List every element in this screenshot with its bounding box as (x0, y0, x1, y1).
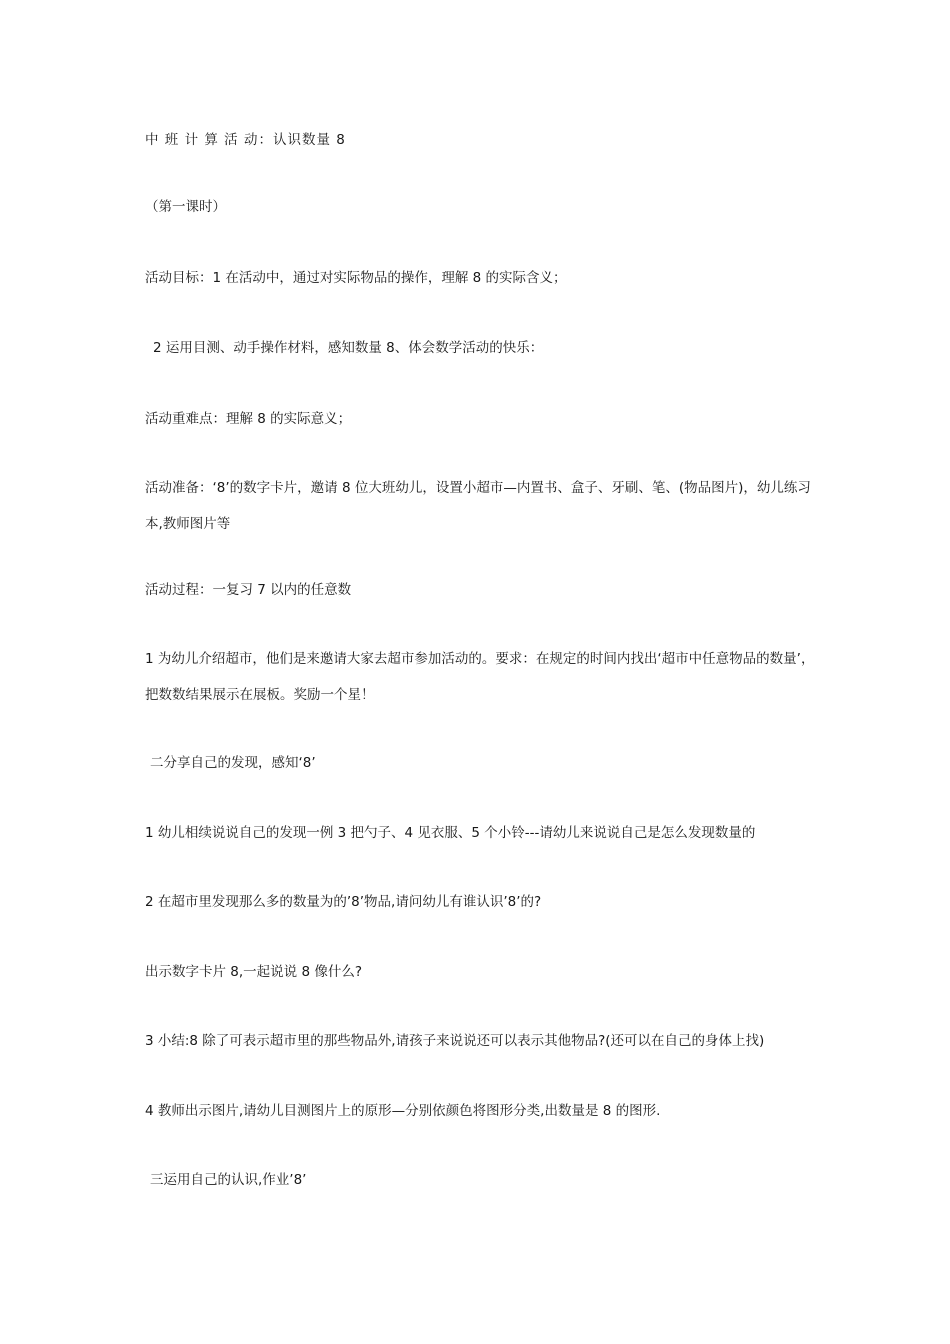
lesson-subtitle: （第一课时） (145, 199, 226, 215)
show-number-card: 出示数字卡片 8,一起说说 8 像什么? (145, 964, 363, 980)
section-2-item-1: 1 幼儿相续说说自己的发现一例 3 把勺子、4 见衣服、5 个小铃---请幼儿来说说自己是怎么发现数量的 (145, 825, 756, 841)
activity-preparation: 活动准备：‘8’的数字卡片，邀请 8 位大班幼儿，设置小超市—内置书、盒子、牙刷、笔、(物品图片)，幼儿练习本,教师图片等 (145, 480, 811, 532)
activity-goal-1: 活动目标：1 在活动中，通过对实际物品的操作，理解 8 的实际含义； (145, 270, 567, 286)
section-2-item-4: 4 教师出示图片,请幼儿目测图片上的原形—分别依颜色将图形分类,出数量是 8 的图形. (145, 1103, 661, 1119)
section-2-heading: 二分享自己的发现，感知‘8’ (150, 755, 316, 771)
key-difficulty: 活动重难点：理解 8 的实际意义； (145, 411, 352, 427)
document-title: 中 班 计 算 活 动：认识数量 8 (145, 132, 346, 148)
activity-goal-2: 2 运用目测、动手操作材料，感知数量 8、体会数学活动的快乐： (153, 340, 544, 356)
section-3-heading: 三运用自己的认识,作业’8’ (150, 1172, 307, 1188)
section-2-item-3: 3 小结:8 除了可表示超市里的那些物品外,请孩子来说说还可以表示其他物品?(还可以在自己的身体上找) (145, 1033, 765, 1049)
activity-process-intro: 活动过程：一复习 7 以内的任意数 (145, 582, 352, 598)
section-2-item-2: 2 在超市里发现那么多的数量为的’8’物品,请问幼儿有谁认识’8’的? (145, 894, 542, 910)
process-step-1: 1 为幼儿介绍超市，他们是来邀请大家去超市参加活动的。要求：在规定的时间内找出‘超市中任意物品的数量’，把数数结果展示在展板。奖励一个星！ (145, 651, 815, 703)
